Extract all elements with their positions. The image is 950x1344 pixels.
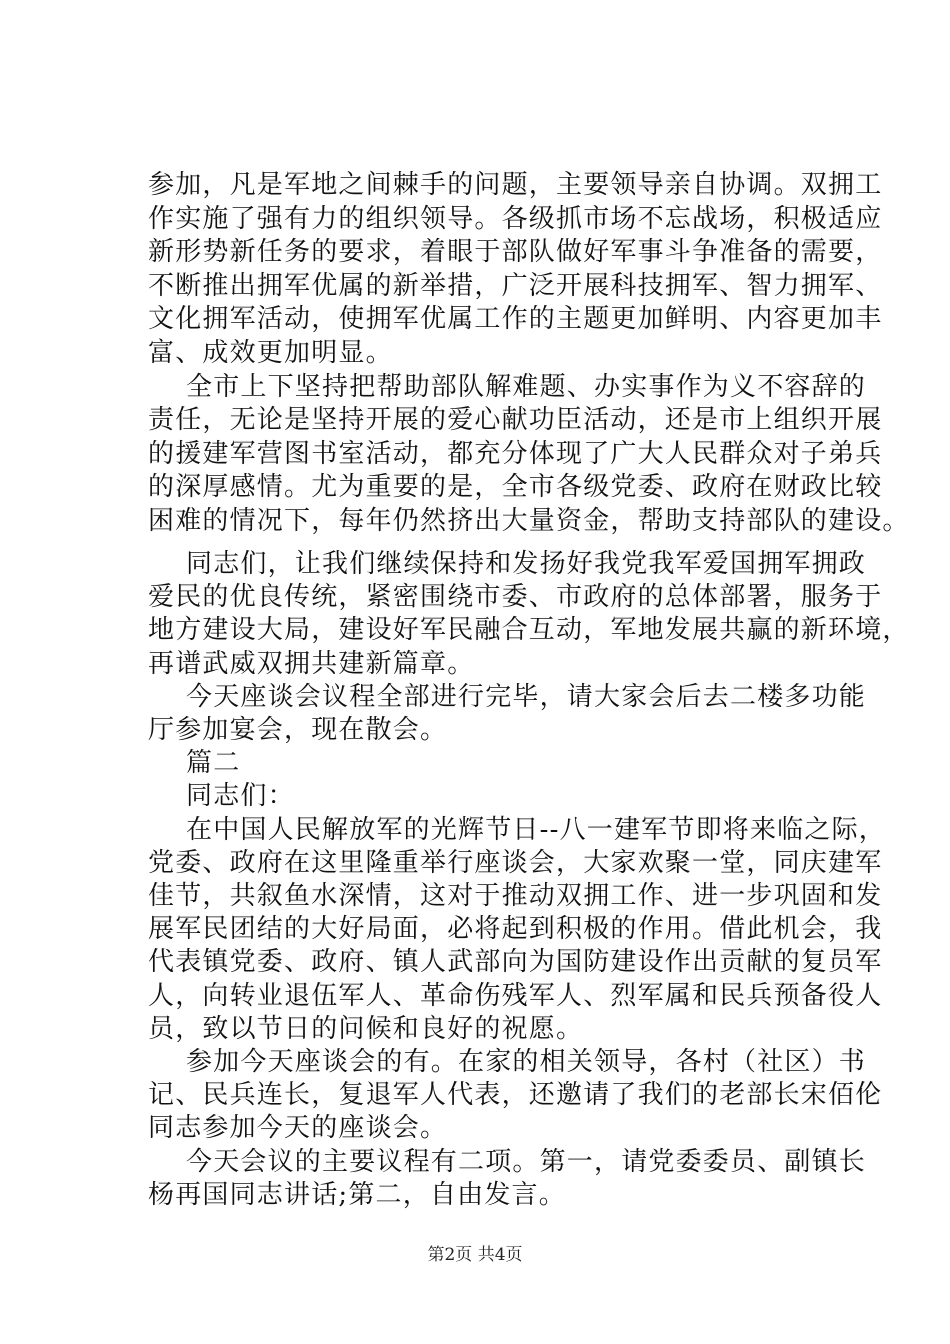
paragraph-first-line: 全市上下坚持把帮助部队解难题、办实事作为义不容辞的 [186, 372, 867, 402]
body-text-line: 责任，无论是坚持开展的爱心献功臣活动，还是市上组织开展 [148, 405, 883, 435]
body-text-line: 参加，凡是军地之间棘手的问题，主要领导亲自协调。双拥工 [148, 170, 883, 200]
paragraph-first-line: 参加今天座谈会的有。在家的相关领导，各村（社区）书 [186, 1047, 867, 1077]
paragraph-first-line: 今天会议的主要议程有二项。第一，请党委委员、副镇长 [186, 1147, 867, 1177]
body-text-line: 人，向转业退伍军人、革命伤残军人、烈军属和民兵预备役人 [148, 981, 883, 1011]
paragraph-first-line: 今天座谈会议程全部进行完毕，请大家会后去二楼多功能 [186, 682, 867, 712]
body-text-line: 文化拥军活动，使拥军优属工作的主题更加鲜明、内容更加丰 [148, 304, 883, 334]
body-text-line: 的深厚感情。尤为重要的是，全市各级党委、政府在财政比较 [148, 472, 883, 502]
body-text-line: 新形势新任务的要求，着眼于部队做好军事斗争准备的需要， [148, 237, 883, 267]
page-footer: 第2页 共4页 [427, 1245, 523, 1265]
paragraph-first-line: 同志们，让我们继续保持和发扬好我党我军爱国拥军拥政 [186, 549, 867, 579]
body-text-line: 杨再国同志讲话;第二，自由发言。 [148, 1180, 566, 1210]
body-text-line: 作实施了强有力的组织领导。各级抓市场不忘战场，积极适应 [148, 204, 883, 234]
body-text-line: 困难的情况下，每年仍然挤出大量资金，帮助支持部队的建设。 [148, 506, 910, 536]
body-text-line: 展军民团结的大好局面，必将起到积极的作用。借此机会，我 [148, 914, 883, 944]
body-text-line: 不断推出拥军优属的新举措，广泛开展科技拥军、智力拥军、 [148, 271, 883, 301]
paragraph-first-line: 在中国人民解放军的光辉节日--八一建军节即将来临之际， [186, 815, 886, 845]
body-text-line: 再谱武威双拥共建新篇章。 [148, 649, 475, 679]
body-text-line: 富、成效更加明显。 [148, 338, 393, 368]
body-text-line: 的援建军营图书室活动，都充分体现了广大人民群众对子弟兵 [148, 439, 883, 469]
body-text-line: 爱民的优良传统，紧密围绕市委、市政府的总体部署，服务于 [148, 582, 883, 612]
body-text-line: 代表镇党委、政府、镇人武部向为国防建设作出贡献的复员军 [148, 947, 883, 977]
salutation: 同志们： [186, 781, 295, 811]
body-text-line: 厅参加宴会，现在散会。 [148, 715, 448, 745]
body-text-line: 佳节，共叙鱼水深情，这对于推动双拥工作、进一步巩固和发 [148, 881, 883, 911]
body-text-line: 记、民兵连长，复退军人代表，还邀请了我们的老部长宋佰伦 [148, 1080, 883, 1110]
body-text-line: 同志参加今天的座谈会。 [148, 1113, 448, 1143]
section-heading: 篇二 [186, 748, 241, 778]
body-text-line: 员，致以节日的问候和良好的祝愿。 [148, 1014, 584, 1044]
body-text-line: 党委、政府在这里隆重举行座谈会，大家欢聚一堂，同庆建军 [148, 848, 883, 878]
body-text-line: 地方建设大局，建设好军民融合互动，军地发展共赢的新环境， [148, 615, 910, 645]
